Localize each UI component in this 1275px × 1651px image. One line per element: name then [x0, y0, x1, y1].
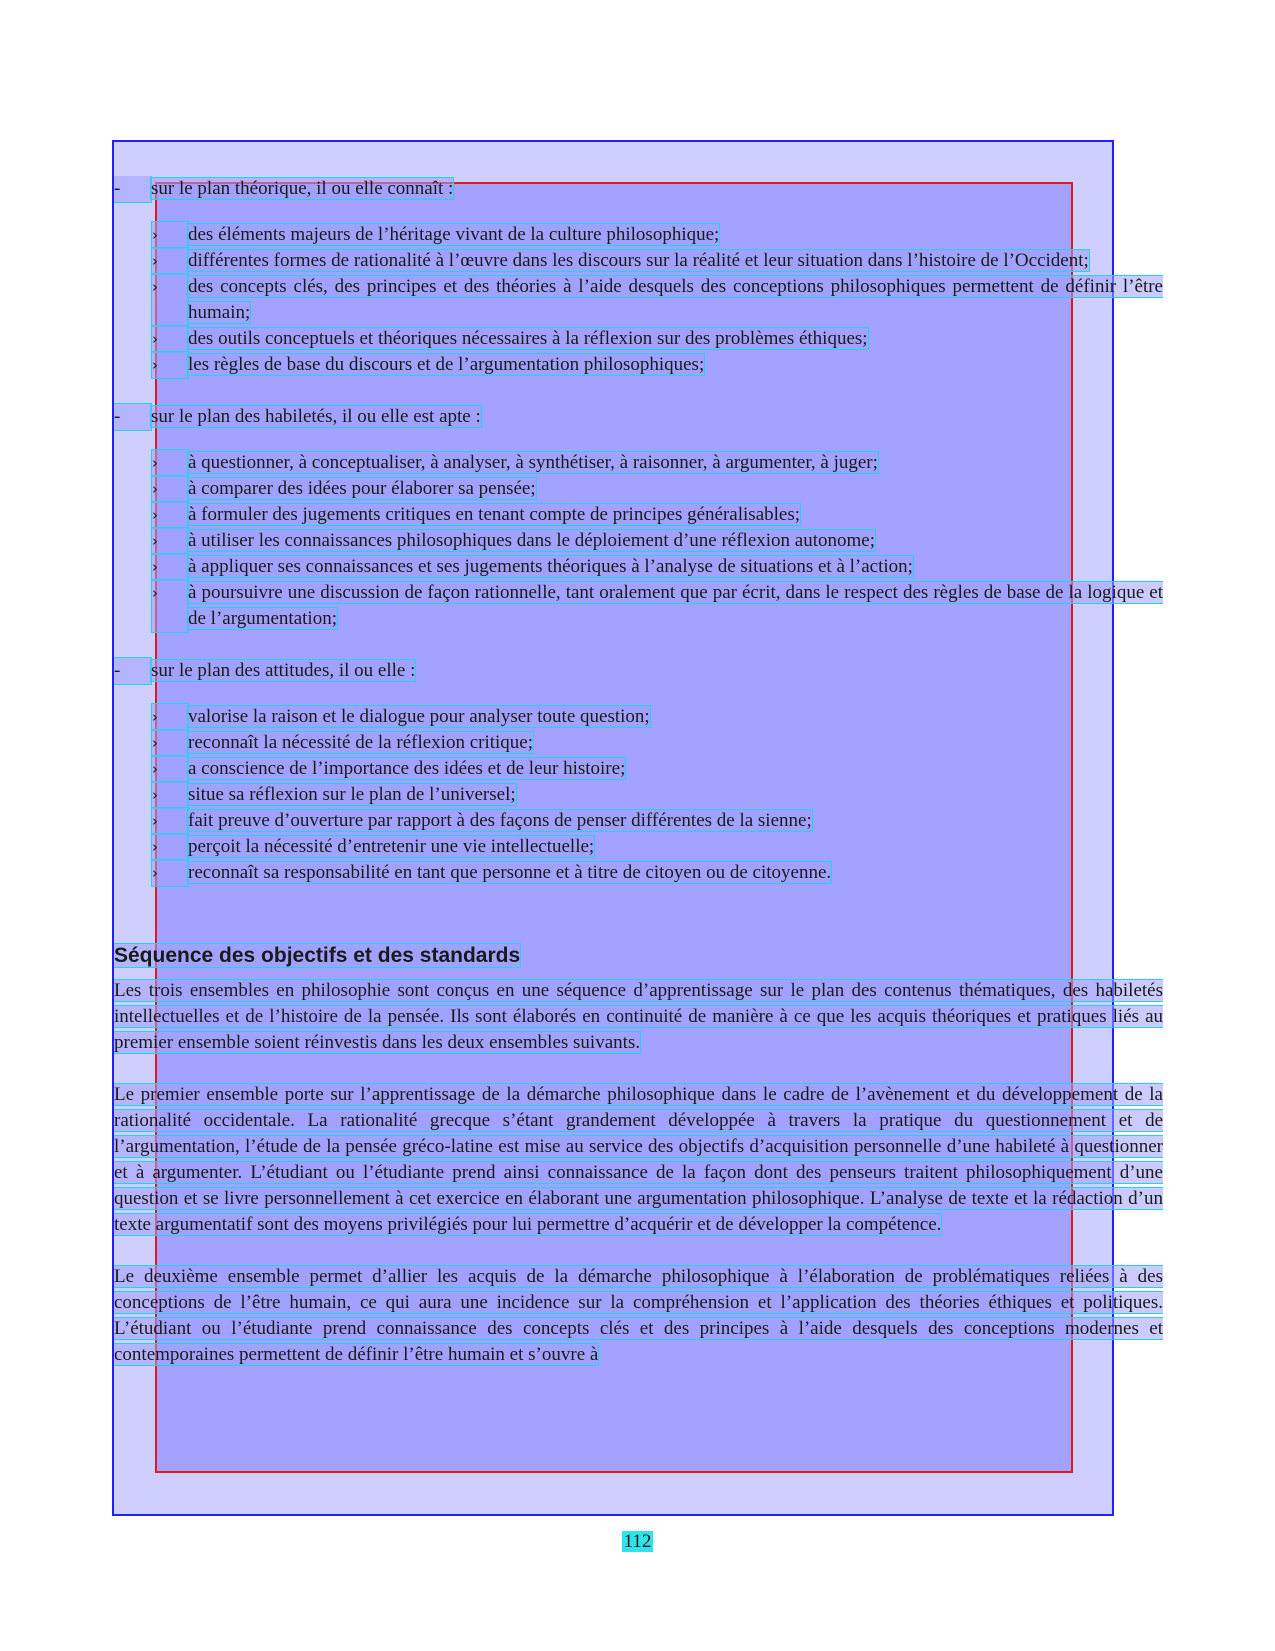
section-heading — [114, 942, 1163, 970]
chevron-bullet-icon: › — [152, 352, 188, 378]
bullet-list — [114, 450, 1163, 632]
chevron-bullet-icon: › — [152, 834, 188, 860]
list-item — [114, 528, 1163, 554]
document-content — [114, 176, 1163, 1476]
list-item — [114, 450, 1163, 476]
paragraph-text: Le deuxième ensemble permet d’allier les acquis de la démarche philosophique à l’élaboration de problématiques reliées à des conceptions de l’être humain, ce qui aura une incidence sur la compréhension et l’application des théories éthiques et politiques. L’étudiant ou l’étudiante prend connaissance des concepts clés et des principes à l’aide desquels des conceptions modernes et contemporaines permettent de définir l’être humain et s’ouvre à — [114, 1266, 1163, 1365]
list-item — [114, 326, 1163, 352]
list-item — [114, 730, 1163, 756]
list-item — [114, 834, 1163, 860]
list-item-text: a conscience de l’importance des idées et de leur histoire; — [188, 758, 626, 779]
body-paragraph — [114, 1082, 1163, 1238]
dash-bullet: - — [114, 658, 151, 684]
body-paragraph — [114, 978, 1163, 1056]
list-item-text: à questionner, à conceptualiser, à analyser, à synthétiser, à raisonner, à argumenter, à juger; — [188, 452, 878, 473]
page-number-text: 112 — [623, 1531, 652, 1552]
page-number — [0, 1530, 1275, 1554]
list-item — [114, 222, 1163, 248]
list-item-text: fait preuve d’ouverture par rapport à des façons de penser différentes de la sienne; — [188, 810, 812, 831]
list-item-text: à poursuivre une discussion de façon rationnelle, tant oralement que par écrit, dans le respect des règles de base de la logique et de l’argumentation; — [188, 582, 1163, 629]
section-intro-text: sur le plan des habiletés, il ou elle est apte : — [151, 406, 481, 427]
dash-bullet: - — [114, 176, 151, 202]
list-item — [114, 554, 1163, 580]
chevron-bullet-icon: › — [152, 554, 188, 580]
list-item — [114, 756, 1163, 782]
list-item-text: différentes formes de rationalité à l’œuvre dans les discours sur la réalité et leur situation dans l’histoire de l’Occident; — [188, 250, 1089, 271]
list-item — [114, 704, 1163, 730]
list-item — [114, 782, 1163, 808]
list-item-text: valorise la raison et le dialogue pour analyser toute question; — [188, 706, 650, 727]
list-item-text: des éléments majeurs de l’héritage vivant de la culture philosophique; — [188, 224, 720, 245]
list-item — [114, 352, 1163, 378]
chevron-bullet-icon: › — [152, 580, 188, 632]
bullet-list — [114, 704, 1163, 886]
chevron-bullet-icon: › — [152, 808, 188, 834]
list-item — [114, 580, 1163, 632]
list-item-text: à formuler des jugements critiques en tenant compte de principes généralisables; — [188, 504, 801, 525]
chevron-bullet-icon: › — [152, 476, 188, 502]
list-item — [114, 248, 1163, 274]
body-paragraph — [114, 1264, 1163, 1368]
section-heading-text: Séquence des objectifs et des standards — [114, 944, 521, 967]
section-intro — [114, 404, 1163, 430]
section-intro — [114, 658, 1163, 684]
list-item-text: situe sa réflexion sur le plan de l’universel; — [188, 784, 516, 805]
list-item-text: reconnaît sa responsabilité en tant que personne et à titre de citoyen ou de citoyenne. — [188, 862, 832, 883]
chevron-bullet-icon: › — [152, 756, 188, 782]
list-item-text: à comparer des idées pour élaborer sa pensée; — [188, 478, 536, 499]
chevron-bullet-icon: › — [152, 248, 188, 274]
paragraph-text: Les trois ensembles en philosophie sont conçus en une séquence d’apprentissage sur le plan des contenus thématiques, des habiletés intellectuelles et de l’histoire de la pensée. Ils sont élaborés en continuité de manière à ce que les acquis théoriques et pratiques liés au premier ensemble soient réinvestis dans les deux ensembles suivants. — [114, 980, 1163, 1053]
list-item-text: perçoit la nécessité d’entretenir une vie intellectuelle; — [188, 836, 595, 857]
chevron-bullet-icon: › — [152, 528, 188, 554]
chevron-bullet-icon: › — [152, 860, 188, 886]
list-item — [114, 502, 1163, 528]
section-intro-text: sur le plan des attitudes, il ou elle : — [151, 660, 416, 681]
paragraph-text: Le premier ensemble porte sur l’apprentissage de la démarche philosophique dans le cadre de l’avènement et du développement de la rationalité occidentale. La rationalité grecque s’étant grandement développée à travers la pratique du questionnement et de l’argumentation, l’étude de la pensée gréco-latine est mise au service des objectifs d’acquisition personnelle d’une habileté à questionner et à argumenter. L’étudiant ou l’étudiante prend ainsi connaissance de la façon dont des penseurs traitent philosophiquement d’une question et se livre personnellement à cet exercice en élaborant une argumentation philosophique. L’analyse de texte et la rédaction d’un texte argumentatif sont des moyens privilégiés pour lui permettre d’acquérir et de développer la compétence. — [114, 1084, 1163, 1235]
list-item-text: à appliquer ses connaissances et ses jugements théoriques à l’analyse de situations et à l’action; — [188, 556, 913, 577]
list-item-text: à utiliser les connaissances philosophiques dans le déploiement d’une réflexion autonome; — [188, 530, 875, 551]
list-item-text: des concepts clés, des principes et des théories à l’aide desquels des conceptions philosophiques permettent de définir l’être humain; — [188, 276, 1163, 323]
chevron-bullet-icon: › — [152, 450, 188, 476]
list-item-text: des outils conceptuels et théoriques nécessaires à la réflexion sur des problèmes éthiques; — [188, 328, 868, 349]
chevron-bullet-icon: › — [152, 502, 188, 528]
list-item — [114, 476, 1163, 502]
list-item — [114, 274, 1163, 326]
dash-bullet: - — [114, 404, 151, 430]
section-intro — [114, 176, 1163, 202]
chevron-bullet-icon: › — [152, 730, 188, 756]
chevron-bullet-icon: › — [152, 222, 188, 248]
bullet-list — [114, 222, 1163, 378]
section-intro-text: sur le plan théorique, il ou elle connaît : — [151, 178, 454, 199]
chevron-bullet-icon: › — [152, 782, 188, 808]
list-item — [114, 860, 1163, 886]
list-item — [114, 808, 1163, 834]
list-item-text: les règles de base du discours et de l’argumentation philosophiques; — [188, 354, 705, 375]
chevron-bullet-icon: › — [152, 326, 188, 352]
chevron-bullet-icon: › — [152, 704, 188, 730]
chevron-bullet-icon: › — [152, 274, 188, 326]
list-item-text: reconnaît la nécessité de la réflexion critique; — [188, 732, 534, 753]
